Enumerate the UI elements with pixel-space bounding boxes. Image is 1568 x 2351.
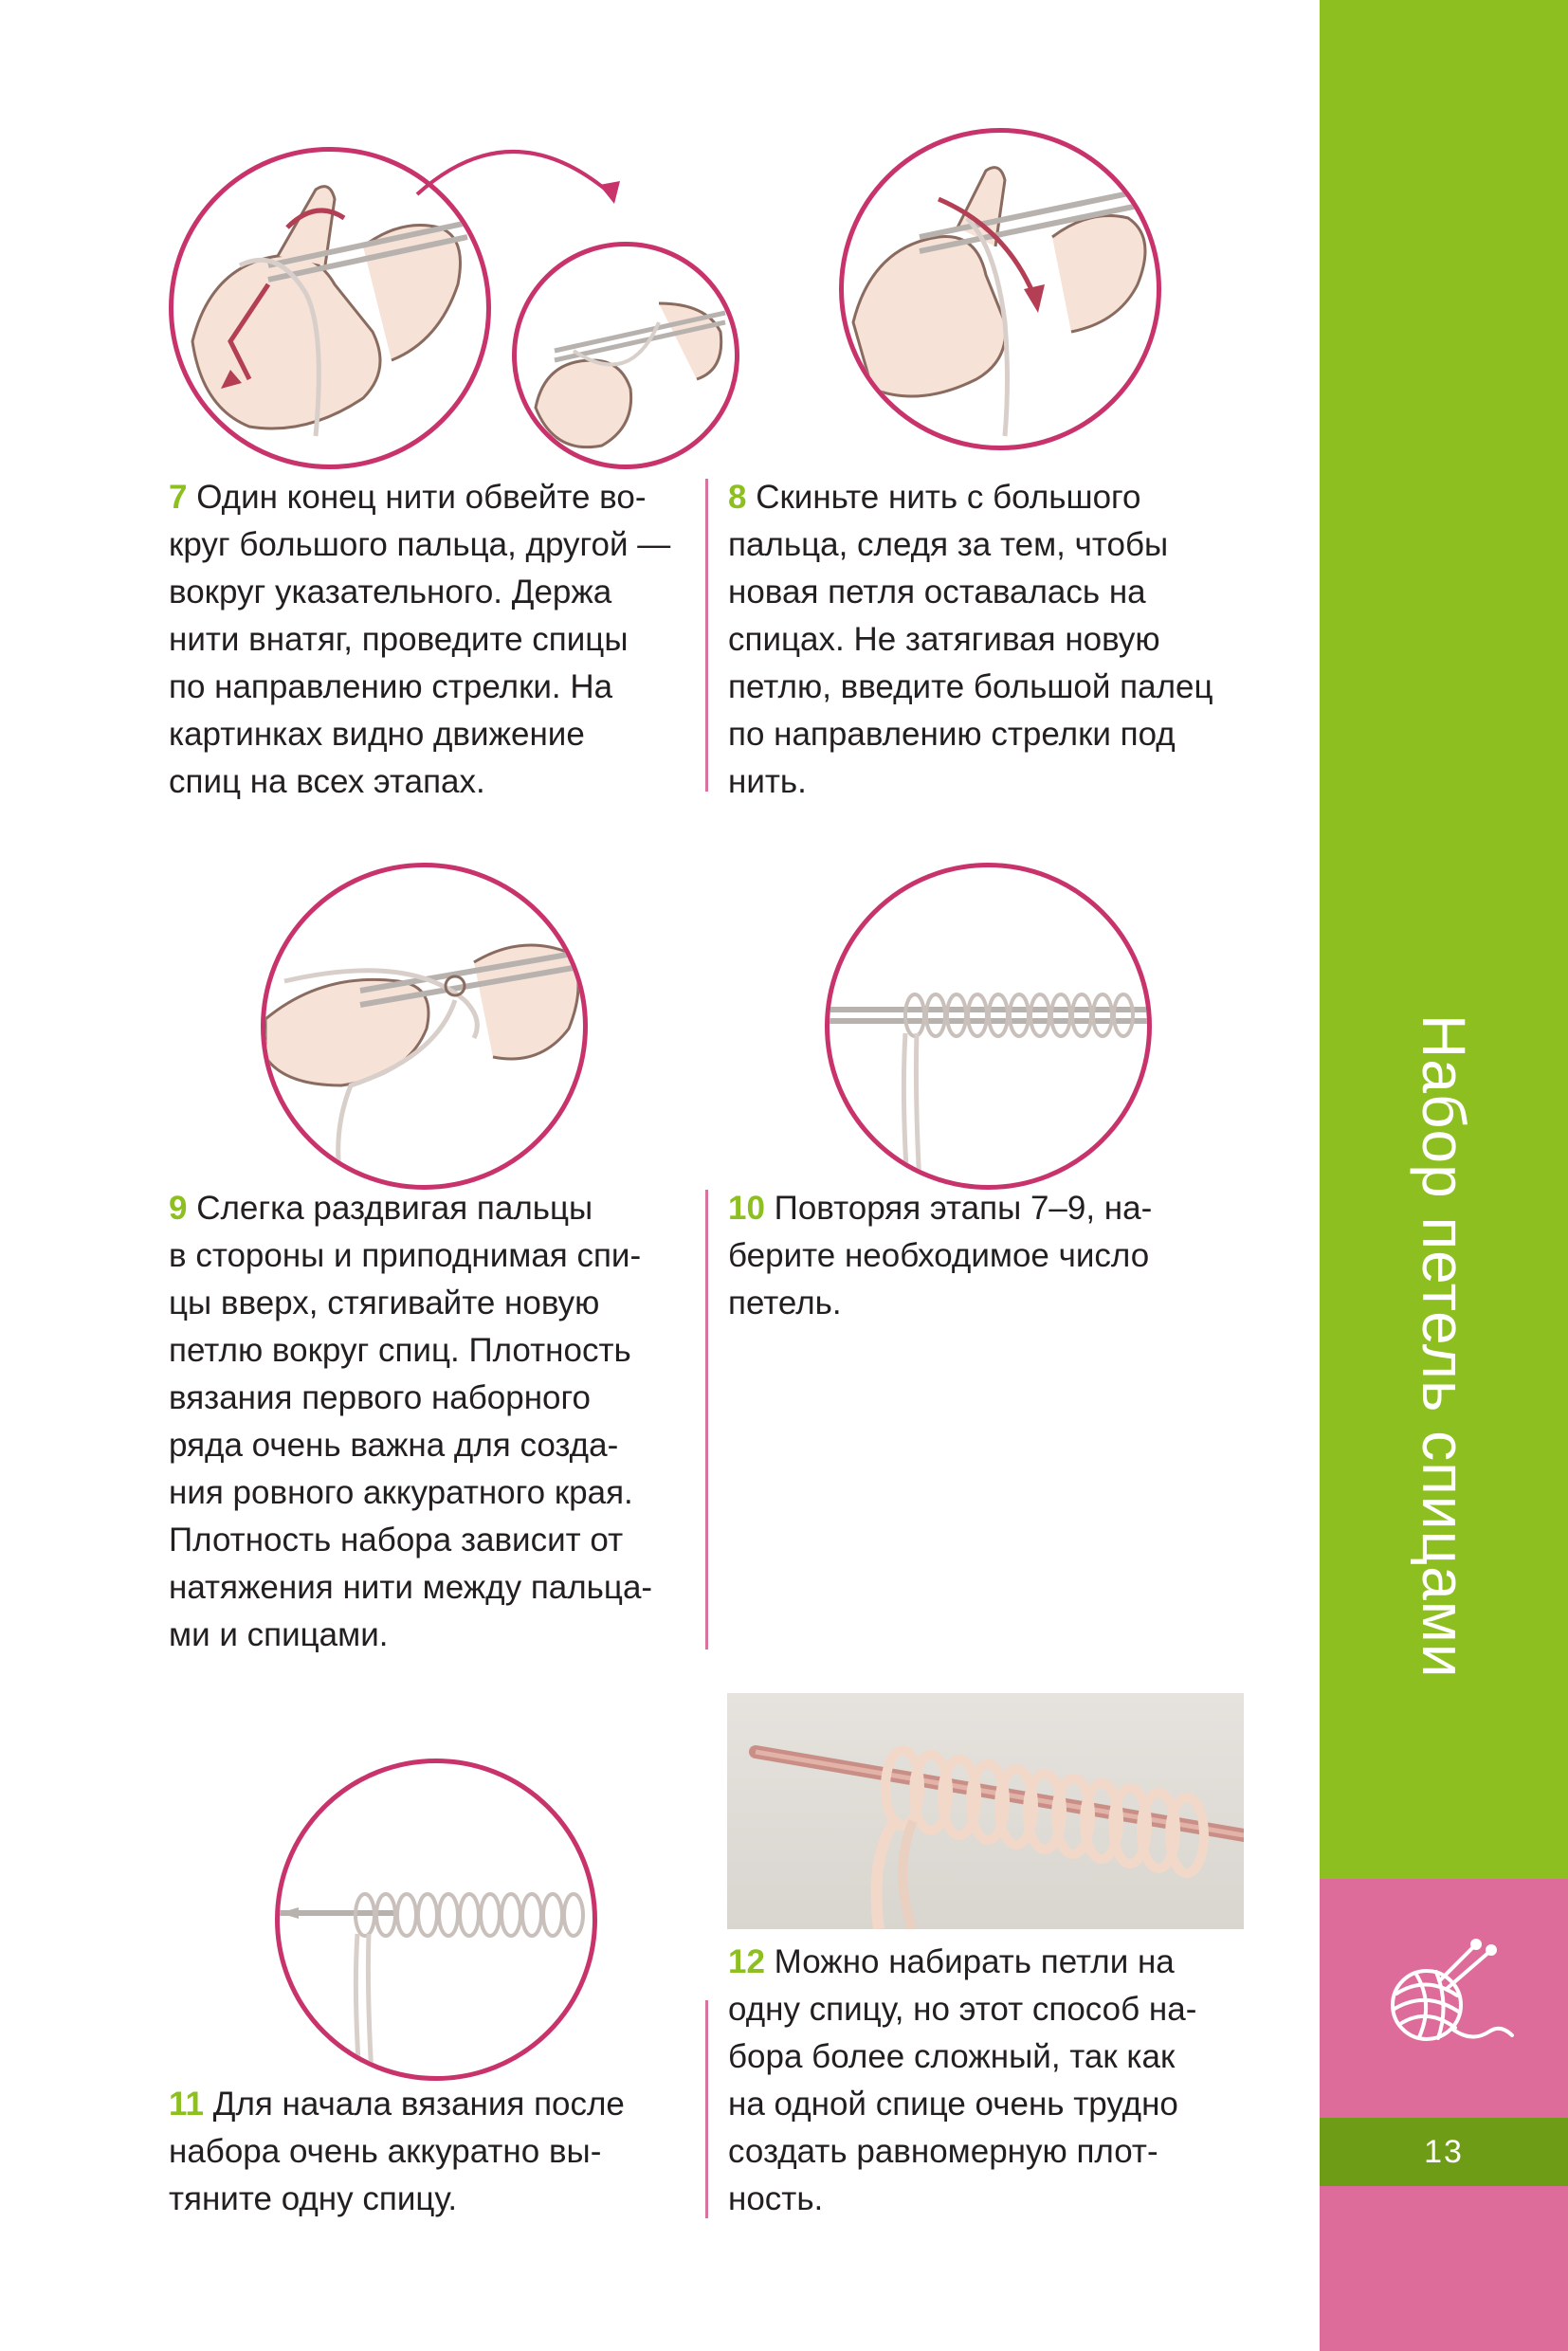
- step-line: Плотность набора зависит от: [169, 1522, 624, 1558]
- step-line: пальца, следя за тем, чтобы: [728, 526, 1169, 563]
- step-7-text: [169, 474, 700, 806]
- photo-step-12: [727, 1693, 1244, 1929]
- step-line: картинках видно движение: [169, 716, 585, 753]
- step-line: Один конец нити обвейте во-: [196, 479, 647, 516]
- yarn-ball-icon: [1368, 1937, 1520, 2060]
- illustration-step-10: [825, 863, 1152, 1190]
- step-line: спиц на всех этапах.: [169, 763, 485, 800]
- step-12-text: [728, 1939, 1259, 2223]
- divider-step-9: [705, 1190, 708, 1649]
- step-line: спицах. Не затягивая новую: [728, 621, 1160, 658]
- step-number: 9: [169, 1190, 188, 1227]
- step-line: на одной спице очень трудно: [728, 2086, 1178, 2123]
- step-number: 12: [728, 1943, 765, 1980]
- step-line: петель.: [728, 1285, 842, 1321]
- step-line: по направлению стрелки. На: [169, 668, 613, 705]
- divider-step-7: [705, 479, 708, 792]
- illustration-step-8: [839, 128, 1161, 450]
- step-line: вязания первого наборного: [169, 1379, 591, 1416]
- illustration-step-7b: [512, 242, 739, 469]
- sidebar-pink-bottom: [1320, 2186, 1568, 2351]
- step-line: петлю, введите большой палец: [728, 668, 1213, 705]
- step-line: ния ровного аккуратного края.: [169, 1474, 633, 1511]
- step-line: набора очень аккуратно вы-: [169, 2133, 602, 2170]
- step-line: натяжения нити между пальца-: [169, 1569, 653, 1606]
- step-line: одну спицу, но этот способ на-: [728, 1991, 1197, 2028]
- step-line: Повторяя этапы 7–9, на-: [774, 1190, 1153, 1227]
- step-line: вокруг указательного. Держа: [169, 574, 612, 611]
- divider-step-11: [705, 2000, 708, 2218]
- sidebar-pink-band: [1320, 1879, 1568, 2118]
- step-line: новая петля оставалась на: [728, 574, 1146, 611]
- step-9-text: [169, 1185, 700, 1659]
- step-line: в стороны и приподнимая спи-: [169, 1237, 642, 1274]
- transition-arrow: [408, 128, 635, 223]
- step-line: Для начала вязания после: [212, 2086, 625, 2123]
- step-line: тяните одну спицу.: [169, 2180, 458, 2217]
- step-line: Слегка раздвигая пальцы: [196, 1190, 593, 1227]
- illustration-step-9: [261, 863, 588, 1190]
- step-line: Скиньте нить с большого: [756, 479, 1141, 516]
- step-line: нити внатяг, проведите спицы: [169, 621, 629, 658]
- step-11-text: [169, 2081, 700, 2223]
- step-line: петлю вокруг спиц. Плотность: [169, 1332, 631, 1369]
- step-line: создать равномерную плот-: [728, 2133, 1158, 2170]
- step-number: 8: [728, 479, 747, 516]
- page-number-bar: [1320, 2118, 1568, 2186]
- step-number: 7: [169, 479, 188, 516]
- chapter-title-box: [1320, 1014, 1568, 1849]
- step-line: берите необходимое число: [728, 1237, 1150, 1274]
- chapter-title: Набор петель спицами: [1410, 1014, 1478, 1679]
- step-line: нить.: [728, 763, 807, 800]
- step-line: ность.: [728, 2180, 824, 2217]
- step-line: ми и спицами.: [169, 1616, 389, 1653]
- step-line: бора более сложный, так как: [728, 2038, 1176, 2075]
- step-line: ряда очень важна для созда-: [169, 1427, 619, 1464]
- page-number: 13: [1424, 2133, 1464, 2170]
- step-line: по направлению стрелки под: [728, 716, 1176, 753]
- illustration-step-11: [275, 1759, 597, 2081]
- step-line: цы вверх, стягивайте новую: [169, 1285, 600, 1321]
- step-number: 11: [169, 2086, 204, 2123]
- step-10-text: [728, 1185, 1259, 1327]
- step-line: Можно набирать петли на: [774, 1943, 1175, 1980]
- step-8-text: [728, 474, 1259, 806]
- step-number: 10: [728, 1190, 765, 1227]
- step-line: круг большого пальца, другой —: [169, 526, 671, 563]
